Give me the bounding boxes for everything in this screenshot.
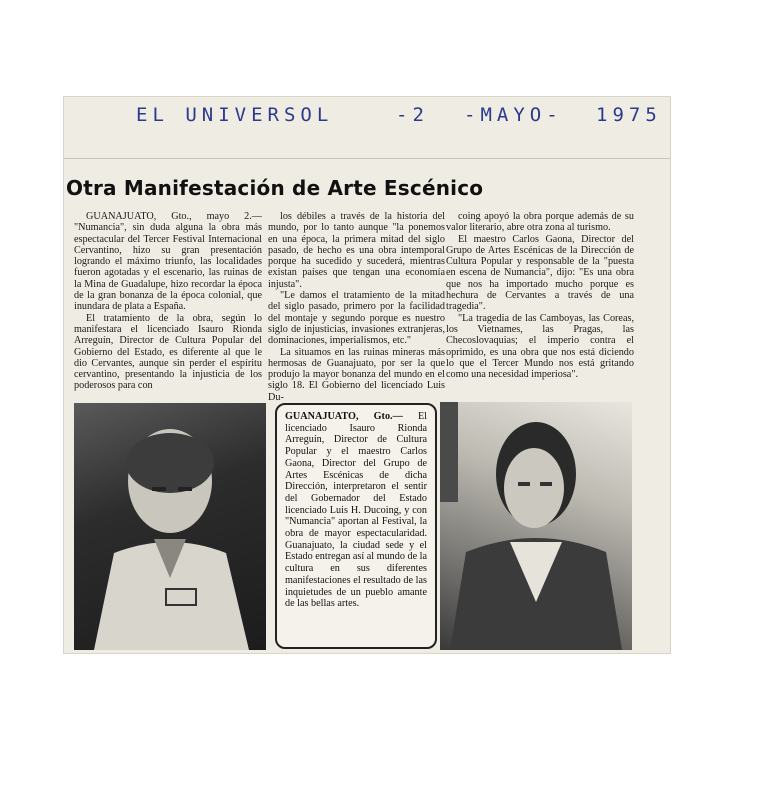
clipping-divider xyxy=(64,158,670,159)
paragraph: El maestro Carlos Gaona, Director del Grupo de Artes Escénicas de la Dirección de Cultura Popular y responsable de la "puesta en escena de Numancia", dijo: "Es una obra que nos ha importado mucho porque es hechura de Cervantes a través de una tragedia". xyxy=(446,233,634,313)
paragraph: GUANAJUATO, Gto., mayo 2.— "Numancia", sin duda alguna la obra más espectacular del Tercer Festival Internacional Cervantino, hizo su gran presentación logrando el máximo triunfo, las localidades fueron agotadas y el escenario, las ruinas de la Mina de Guadalupe, hizo recordar la época de la gran bonanza de la época colonial, que inundara de plata a España. xyxy=(74,211,262,313)
paragraph: El tratamiento de la obra, según lo manifestara el licenciado Isauro Rionda Arreguín, Director de Cultura Popular del Gobierno del Estado, es diferente al que le dio Cervantes, aunque sin perder el espíritu cervantino, presentando la injusticia de los poderosos para con xyxy=(74,312,262,392)
paragraph: "La tragedia de las Camboyas, las Coreas, los Vietnames, las Pragas, las Checoslovaquias; el imperio contra el oprimido, es una obra que nos está diciendo lo que el Tercer Mundo nos está gritando como una necesidad imperiosa". xyxy=(446,312,634,381)
headline: Otra Manifestación de Arte Escénico xyxy=(66,176,484,200)
caption-body: El licenciado Isauro Rionda Arreguín, Director de Cultura Popular y el maestro Carlos Gaona, Director del Grupo de Artes Escénicas de dicha Dirección, interpretaron el sentir del Gobernador del Estado licenciado Luis H. Ducoing, y con "Numancia" aportan al Festival, la obra de mayor espectacularidad. Guanajuato, la ciudad sede y el Estado entregan así al mundo de la cultura en sus diferentes manifestaciones el resultado de las inquietudes de un pueblo amante de las bellas artes. xyxy=(285,411,428,610)
portrait-photo-left xyxy=(74,403,266,650)
caption-lead: GUANAJUATO, Gto.— xyxy=(285,411,403,422)
paragraph: los débiles a través de la historia del mundo, por lo tanto aunque "la ponemos en una época, la primera mitad del siglo pasado, de hecho es una obra intemporal porque ha sucedido y sucederá, mientras existan países que tengan una economía injusta". xyxy=(268,211,445,290)
caption-text xyxy=(285,411,427,610)
portrait-photo-right xyxy=(440,402,632,650)
article-column-2 xyxy=(268,211,445,403)
handwritten-year: 1975 xyxy=(596,104,662,126)
handwritten-day: -2 xyxy=(396,104,429,126)
paragraph: "Le damos el tratamiento de la mitad del siglo pasado, primero por la facilidad del montaje y segundo porque es nuestro siglo de injusticias, invasiones extranjeras, dominaciones, imperialismos, etc." xyxy=(268,290,445,347)
paragraph: coing apoyó la obra porque además de su valor literario, abre otra zona al turismo. xyxy=(446,211,634,234)
photo-caption-box xyxy=(275,403,437,649)
article-column-3 xyxy=(446,211,634,380)
article-column-1 xyxy=(74,211,262,392)
handwritten-month: -MAYO- xyxy=(464,104,563,126)
paragraph: La situamos en las ruinas mineras más hermosas de Guanajuato, por ser la que produjo la mayor bonanza del mundo en el siglo 18. El Gobierno del licenciado Luis Du- xyxy=(268,346,445,403)
handwritten-paper-name: EL UNIVERSOL xyxy=(136,104,334,126)
handwritten-date-note xyxy=(66,98,670,138)
